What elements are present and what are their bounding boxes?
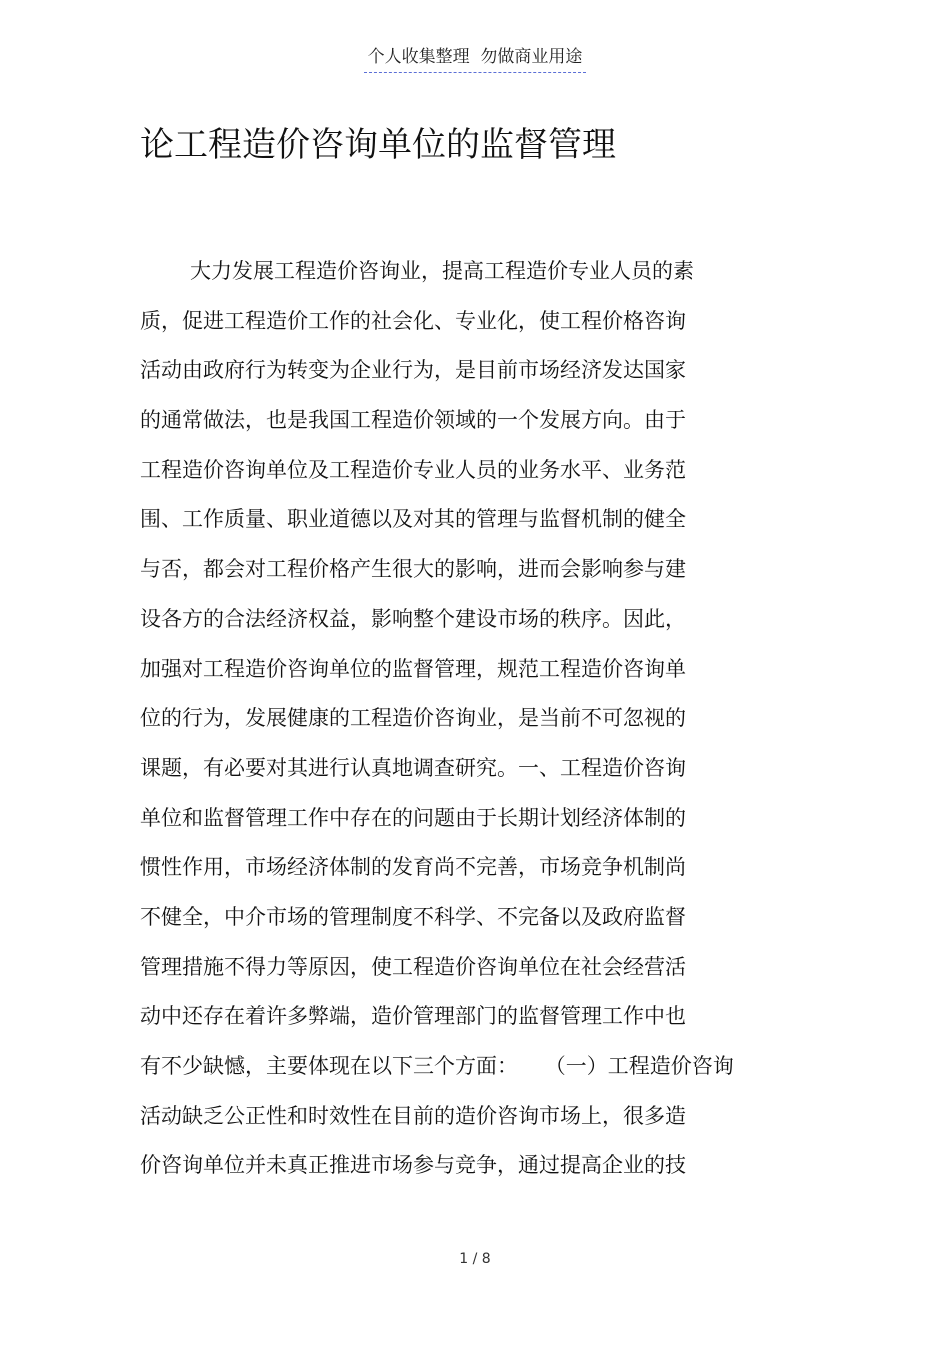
document-title: 论工程造价咨询单位的监督管理 [140, 125, 616, 165]
body-line: 大力发展工程造价咨询业，提高工程造价专业人员的素 [190, 259, 694, 283]
page-header [0, 44, 950, 73]
body-line: 惯性作用，市场经济体制的发育尚不完善，市场竞争机制尚 [140, 855, 686, 880]
body-line: 围、工作质量、职业道德以及对其的管理与监督机制的健全 [140, 507, 686, 532]
body-line: 与否，都会对工程价格产生很大的影响，进而会影响参与建 [140, 557, 686, 582]
body-line: 加强对工程造价咨询单位的监督管理，规范工程造价咨询单 [140, 656, 686, 681]
body-line: 活动由政府行为转变为企业行为，是目前市场经济发达国家 [140, 358, 686, 383]
body-line: 价咨询单位并未真正推进市场参与竞争，通过提高企业的技 [140, 1153, 686, 1178]
body-line: 动中还存在着许多弊端，造价管理部门的监督管理工作中也 [140, 1004, 686, 1029]
body-line: 不健全，中介市场的管理制度不科学、不完备以及政府监督 [140, 904, 686, 929]
body-line: 设各方的合法经济权益，影响整个建设市场的秩序。因此， [140, 606, 686, 631]
body-line: 质，促进工程造价工作的社会化、专业化，使工程价格咨询 [140, 308, 686, 333]
body-line: 活动缺乏公正性和时效性在目前的造价咨询市场上，很多造 [140, 1103, 686, 1128]
document-body [140, 247, 820, 1191]
body-line: 单位和监督管理工作中存在的问题由于长期计划经济体制的 [140, 805, 686, 830]
body-line: 有不少缺憾，主要体现在以下三个方面： （一）工程造价咨询 [140, 1054, 734, 1078]
body-line: 位的行为，发展健康的工程造价咨询业，是当前不可忽视的 [140, 706, 686, 731]
body-line: 课题，有必要对其进行认真地调查研究。一、工程造价咨询 [140, 755, 686, 780]
page-number: 1 / 8 [459, 1251, 491, 1267]
body-line: 管理措施不得力等原因，使工程造价咨询单位在社会经营活 [140, 954, 686, 979]
header-text: 个人收集整理 勿做商业用途 [364, 44, 587, 73]
body-line: 工程造价咨询单位及工程造价专业人员的业务水平、业务范 [140, 457, 686, 482]
body-line: 的通常做法，也是我国工程造价领域的一个发展方向。由于 [140, 408, 686, 433]
